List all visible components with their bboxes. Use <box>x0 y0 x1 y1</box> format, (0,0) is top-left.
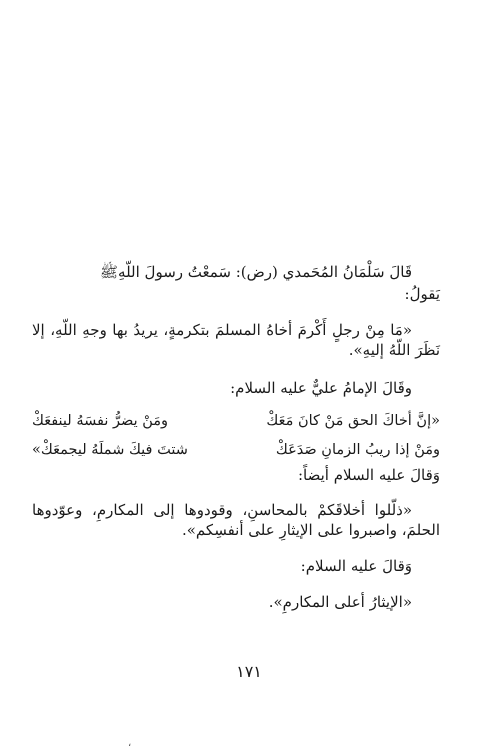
paragraph-1-line-2: يَقولُ: <box>404 285 440 303</box>
verse-line-2-right: ومَنْ إذا ريبُ الزمانِ صَدَعَكْ <box>275 442 440 458</box>
paragraph-6: وَقالَ عليه السلام: <box>300 557 412 575</box>
verse-line-1-right: «إنَّ أخاكَ الحق مَنْ كانَ مَعَكْ <box>266 413 440 429</box>
page-number: ١٧١ <box>236 662 262 681</box>
verse-line-2-left: شتتَ فيكَ شملَهُ ليجمعَكْ» <box>32 442 188 458</box>
paragraph-7: «الإيثارُ أعلى المكارمِ». <box>268 593 412 611</box>
paragraph-2: «مَا مِنْ رجلٍ أَكْرمَ أخاهُ المسلمَ بتكرمةٍ، يريدُ بها وجهِ اللّهِ، إلا نَظَرَ اللّهُ إليهِ». <box>32 321 440 359</box>
ink-speck: ، <box>128 738 132 749</box>
paragraph-1-line-1: قَالَ سَلْمَانُ المُحَمدي (رض): سَمعْتُ رسولَ اللّهِﷺ <box>99 263 412 281</box>
paragraph-4: وَقالَ عليه السلام أيضاً: <box>297 466 440 484</box>
paragraph-3: وقَالَ الإمامُ عليٌّ عليه السلام: <box>230 379 412 397</box>
verse-line-1-left: ومَنْ يضرُّ نفسَهُ لينفعَكْ <box>32 413 169 429</box>
paragraph-5: «ذلّلوا أخلاقَكمْ بالمحاسنِ، وقودوها إلى المكارمِ، وعوّدوها الحلمَ، واصبروا على الإيثارِ على أنفسِكم». <box>32 501 440 539</box>
